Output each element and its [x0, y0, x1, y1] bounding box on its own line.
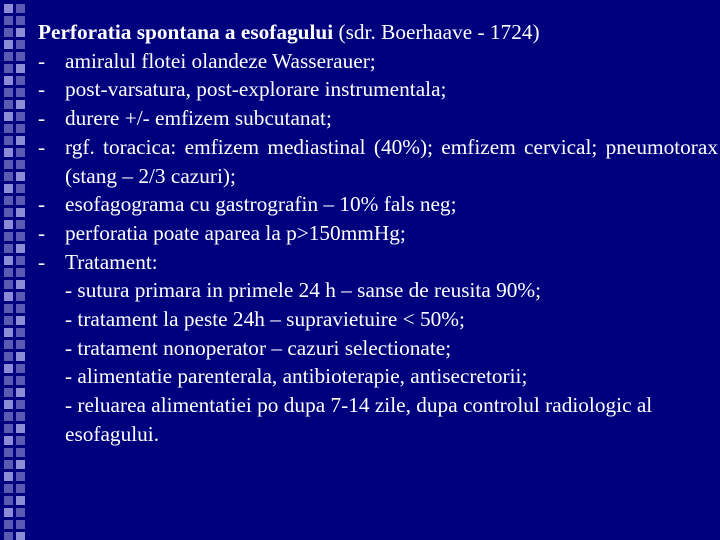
- decorative-square: [4, 292, 13, 301]
- treatment-subitem: - reluarea alimentatiei po dupa 7-14 zile, dupa controlul radiologic al esofagului.: [65, 393, 653, 446]
- list-item: [38, 75, 718, 104]
- decorative-square: [4, 208, 13, 217]
- list-item-text: rgf. toracica: emfizem mediastinal (40%); emfizem cervical; pneumotorax (stang – 2/3 cazuri);: [65, 134, 718, 188]
- treatment-subitem: - tratament nonoperator – cazuri selectionate;: [65, 335, 452, 360]
- decorative-square: [4, 40, 13, 49]
- decorative-square: [16, 424, 25, 433]
- bullet-dash: -: [38, 220, 46, 245]
- decorative-square: [16, 436, 25, 445]
- decorative-square: [4, 172, 13, 181]
- list-item-treatment: [38, 248, 718, 449]
- bullet-dash: -: [38, 106, 46, 131]
- decorative-square: [4, 532, 13, 540]
- decorative-square: [16, 88, 25, 97]
- list-item-text: post-varsatura, post-explorare instrumentala;: [65, 77, 447, 102]
- decorative-square: [16, 52, 25, 61]
- decorative-square: [16, 448, 25, 457]
- decorative-square: [4, 268, 13, 277]
- decorative-square: [16, 64, 25, 73]
- list-item: [38, 47, 718, 76]
- decorative-square: [4, 244, 13, 253]
- slide-content: [38, 18, 718, 449]
- list-item-text: perforatia poate aparea la p>150mmHg;: [65, 220, 406, 245]
- decorative-square: [4, 100, 13, 109]
- decorative-square: [16, 148, 25, 157]
- decorative-square: [16, 388, 25, 397]
- decorative-square: [4, 28, 13, 37]
- decorative-square: [4, 376, 13, 385]
- decorative-square: [16, 40, 25, 49]
- decorative-square: [16, 496, 25, 505]
- decorative-square: [4, 256, 13, 265]
- treatment-subitem: - tratament la peste 24h – supravietuire < 50%;: [65, 307, 465, 332]
- bullet-dash: -: [38, 77, 46, 102]
- decorative-square: [16, 100, 25, 109]
- decorative-square: [4, 280, 13, 289]
- decorative-square: [16, 352, 25, 361]
- decorative-square: [4, 424, 13, 433]
- decorative-square: [4, 364, 13, 373]
- bullet-dash: -: [38, 134, 46, 159]
- decorative-square: [16, 460, 25, 469]
- decorative-square: [16, 76, 25, 85]
- decorative-square: [16, 520, 25, 529]
- decorative-square: [16, 184, 25, 193]
- decorative-square: [4, 316, 13, 325]
- list-item-text: durere +/- emfizem subcutanat;: [65, 106, 332, 131]
- list-item-text: esofagograma cu gastrografin – 10% fals neg;: [65, 192, 457, 217]
- decorative-square: [16, 28, 25, 37]
- title-normal: (sdr. Boerhaave - 1724): [333, 20, 540, 44]
- list-item: [38, 219, 718, 248]
- decorative-square: [16, 160, 25, 169]
- decorative-square: [4, 400, 13, 409]
- decorative-square: [16, 340, 25, 349]
- decorative-square: [16, 508, 25, 517]
- decorative-square: [4, 160, 13, 169]
- decorative-square: [4, 196, 13, 205]
- decorative-square: [4, 472, 13, 481]
- bullet-dash: -: [38, 192, 46, 217]
- decorative-square: [4, 508, 13, 517]
- decorative-square: [4, 496, 13, 505]
- decorative-square: [16, 484, 25, 493]
- decorative-square: [4, 340, 13, 349]
- decorative-square: [16, 256, 25, 265]
- decorative-square: [4, 352, 13, 361]
- decorative-square: [4, 76, 13, 85]
- decorative-square: [16, 232, 25, 241]
- decorative-square: [4, 52, 13, 61]
- decorative-square: [4, 148, 13, 157]
- decorative-square: [16, 196, 25, 205]
- treatment-subitem: - alimentatie parenterala, antibioterapie, antisecretorii;: [65, 364, 528, 389]
- decorative-square: [16, 220, 25, 229]
- decorative-square: [4, 4, 13, 13]
- decorative-square: [16, 532, 25, 540]
- decorative-square: [4, 220, 13, 229]
- decorative-square: [16, 376, 25, 385]
- title-bold: Perforatia spontana a esofagului: [38, 20, 334, 44]
- decorative-square: [4, 460, 13, 469]
- decorative-square: [4, 328, 13, 337]
- decorative-square: [16, 208, 25, 217]
- decorative-square-column: [0, 0, 30, 540]
- treatment-subitem: - sutura primara in primele 24 h – sanse de reusita 90%;: [65, 278, 542, 303]
- decorative-square: [4, 484, 13, 493]
- decorative-square: [16, 136, 25, 145]
- decorative-square: [4, 184, 13, 193]
- decorative-square: [16, 412, 25, 421]
- decorative-square: [4, 64, 13, 73]
- decorative-square: [16, 124, 25, 133]
- decorative-square: [4, 232, 13, 241]
- bullet-dash: -: [38, 48, 46, 73]
- decorative-square: [16, 172, 25, 181]
- decorative-square: [4, 448, 13, 457]
- decorative-square: [4, 124, 13, 133]
- decorative-square: [16, 328, 25, 337]
- decorative-square: [4, 520, 13, 529]
- decorative-square: [16, 280, 25, 289]
- decorative-square: [16, 112, 25, 121]
- decorative-square: [16, 244, 25, 253]
- list-item: [38, 104, 718, 133]
- decorative-square: [16, 268, 25, 277]
- list-item: [38, 190, 718, 219]
- decorative-square: [16, 472, 25, 481]
- bullet-dash: -: [38, 249, 46, 274]
- list-item-text: amiralul flotei olandeze Wasserauer;: [65, 48, 376, 73]
- decorative-square: [16, 364, 25, 373]
- decorative-square: [4, 136, 13, 145]
- decorative-square: [4, 412, 13, 421]
- decorative-square: [4, 88, 13, 97]
- decorative-square: [16, 4, 25, 13]
- decorative-square: [4, 16, 13, 25]
- decorative-square: [16, 304, 25, 313]
- decorative-square: [4, 112, 13, 121]
- decorative-square: [16, 316, 25, 325]
- list-item: [38, 133, 718, 190]
- decorative-square: [4, 304, 13, 313]
- decorative-square: [16, 16, 25, 25]
- list-item-text: Tratament:: [65, 249, 158, 274]
- decorative-square: [16, 400, 25, 409]
- slide-title: [38, 18, 718, 47]
- decorative-square: [4, 388, 13, 397]
- decorative-square: [4, 436, 13, 445]
- decorative-square: [16, 292, 25, 301]
